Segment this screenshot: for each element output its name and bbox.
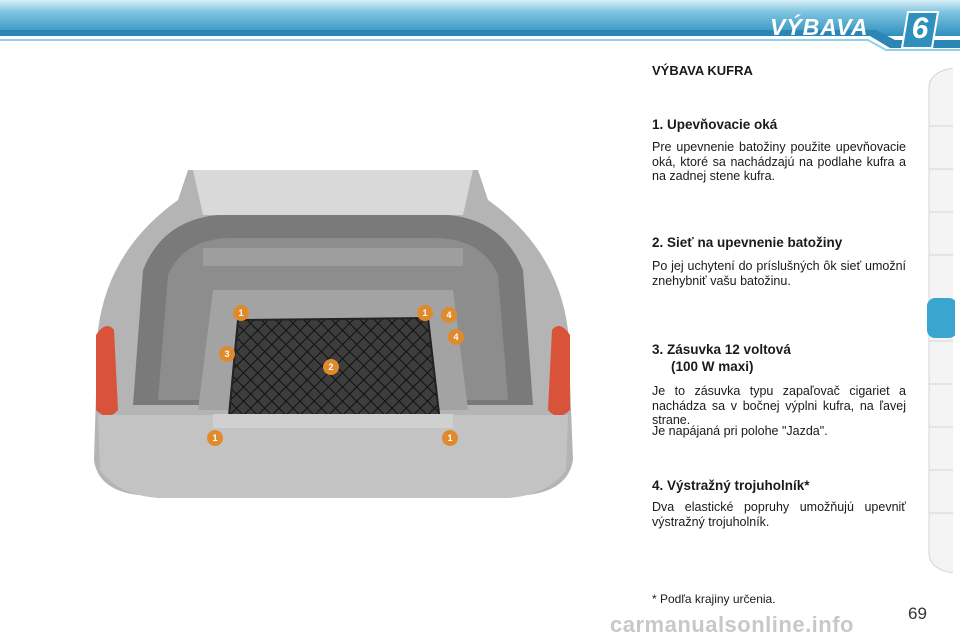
callout-label: 1 [238,308,244,318]
section-3-text: Je to zásuvka typu zapaľovač cigariet a nachádza sa v bočnej výplni kufra, na ľavej strane. [652,384,906,427]
trunk-illustration [88,160,578,505]
callout-label: 1 [422,308,428,318]
chapter-number: 6 [911,12,929,45]
section-3-heading-cont: (100 W maxi) [671,359,754,374]
callout-label: 1 [447,433,453,443]
callout-label: 2 [328,362,334,372]
section-4-text: Dva elastické popruhy umožňujú upevniť výstražný trojuholník. [652,500,906,529]
section-3-heading: 3. Zásuvka 12 voltová [652,342,791,357]
page-number: 69 [908,604,927,623]
section-4-heading: 4. Výstražný trojuholník* [652,478,810,493]
header-title: VÝBAVA [770,14,869,40]
main-title: VÝBAVA KUFRA [652,63,753,78]
callout-label: 4 [453,332,459,342]
watermark: carmanualsonline.info [610,612,854,637]
section-1-heading: 1. Upevňovacie oká [652,117,778,132]
section-2-heading: 2. Sieť na upevnenie batožiny [652,235,843,250]
section-1-text: Pre upevnenie batožiny použite upevňovacie oká, ktoré sa nachádzajú na podlahe kufra a na zadnej stene kufra. [652,140,906,183]
callout-label: 1 [212,433,218,443]
chapter-tabs [925,68,955,573]
footnote: * Podľa krajiny určenia. [652,592,776,606]
section-3-note: Je napájaná pri polohe "Jazda". [652,424,828,438]
section-2-text: Po jej uchytení do príslušných ôk sieť umožní znehybniť vašu batožinu. [652,259,906,288]
callout-label: 3 [224,349,230,359]
callout-label: 4 [446,310,452,320]
